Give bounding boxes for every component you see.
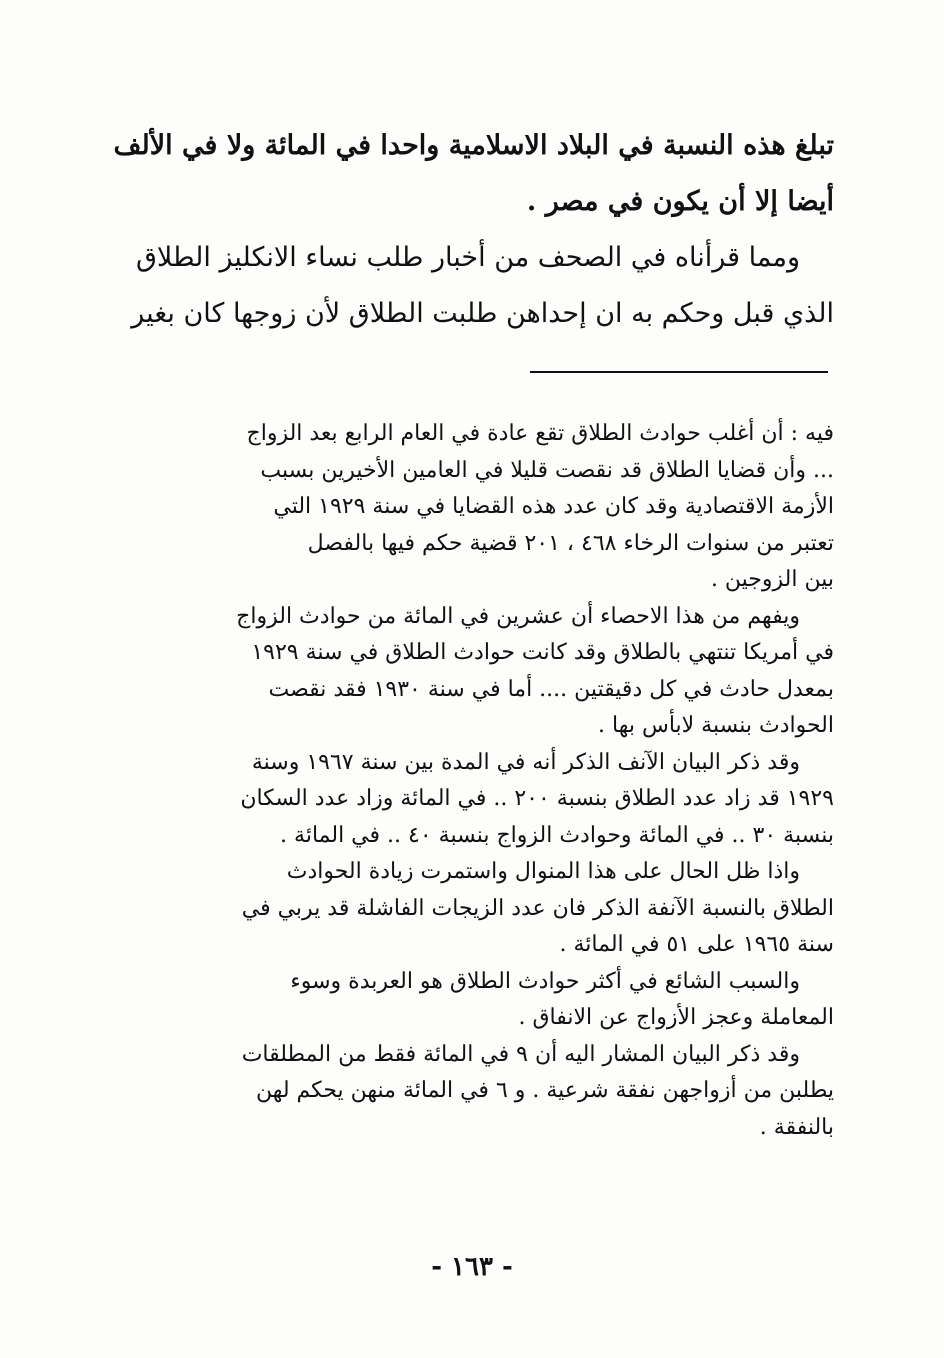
- footnote-line: واذا ظل الحال على هذا المنوال واستمرت زيادة الحوادث: [286, 859, 800, 884]
- footnote-line: بنسبة ٣٠ .. في المائة وحوادث الزواج بنسبة ٤٠ .. في المائة .: [280, 822, 834, 848]
- main-text-line: ومما قرأناه في الصحف من أخبار طلب نساء الانكليز الطلاق: [135, 242, 800, 273]
- footnote-divider: [530, 371, 828, 373]
- footnote-line: ويفهم من هذا الاحصاء أن عشرين في المائة من حوادث الزواج: [236, 603, 800, 629]
- page-number: - ١٦٣ -: [431, 1252, 513, 1282]
- footnote-line: سنة ١٩٦٥ على ٥١ في المائة .: [559, 932, 834, 957]
- footnote-line: المعاملة وعجز الأزواج عن الانفاق .: [518, 1005, 834, 1030]
- footnote-line: الطلاق بالنسبة الآنفة الذكر فان عدد الزيجات الفاشلة قد يربي في: [241, 895, 834, 921]
- main-text-line: تبلغ هذه النسبة في البلاد الاسلامية واحدا في المائة ولا في الألف: [113, 130, 834, 161]
- footnote-line: الحوادث بنسبة لابأس بها .: [598, 713, 834, 738]
- main-text-block: [100, 118, 834, 342]
- footnote-line: والسبب الشائع في أكثر حوادث الطلاق هو العربدة وسوء: [290, 968, 800, 994]
- footnote-line: فيه : أن أغلب حوادث الطلاق تقع عادة في العام الرابع بعد الزواج: [246, 421, 834, 446]
- footnote-block: [100, 416, 834, 1146]
- footnote-line: وقد ذكر البيان الآنف الذكر أنه في المدة بين سنة ١٩٦٧ وسنة: [251, 749, 800, 775]
- footnote-line: بين الزوجين .: [710, 567, 834, 592]
- main-text-line: الذي قبل وحكم به ان إحداهن طلبت الطلاق لأن زوجها كان بغير: [131, 298, 834, 329]
- footnote-line: ١٩٢٩ قد زاد عدد الطلاق بنسبة ٢٠٠ .. في المائة وزاد عدد السكان: [240, 786, 834, 811]
- footnote-line: ... وأن قضايا الطلاق قد نقصت قليلا في العامين الأخيرين بسبب: [260, 457, 834, 483]
- footnote-line: وقد ذكر البيان المشار اليه أن ٩ في المائة فقط من المطلقات: [241, 1041, 800, 1067]
- main-text-line: أيضا إلا أن يكون في مصر .: [526, 186, 834, 217]
- footnote-line: يطلبن من أزواجهن نفقة شرعية . و ٦ في المائة منهن يحكم لهن: [255, 1078, 834, 1103]
- footnote-line: بمعدل حادث في كل دقيقتين .... أما في سنة ١٩٣٠ فقد نقصت: [268, 676, 834, 702]
- footnote-line: في أمريكا تنتهي بالطلاق وقد كانت حوادث الطلاق في سنة ١٩٢٩: [251, 640, 834, 665]
- footnote-line: بالنفقة .: [759, 1114, 834, 1140]
- footnote-line: الأزمة الاقتصادية وقد كان عدد هذه القضايا في سنة ١٩٢٩ التي: [273, 494, 834, 519]
- footnote-line: تعتبر من سنوات الرخاء ٤٦٨ ، ٢٠١ قضية حكم فيها بالفصل: [307, 530, 834, 556]
